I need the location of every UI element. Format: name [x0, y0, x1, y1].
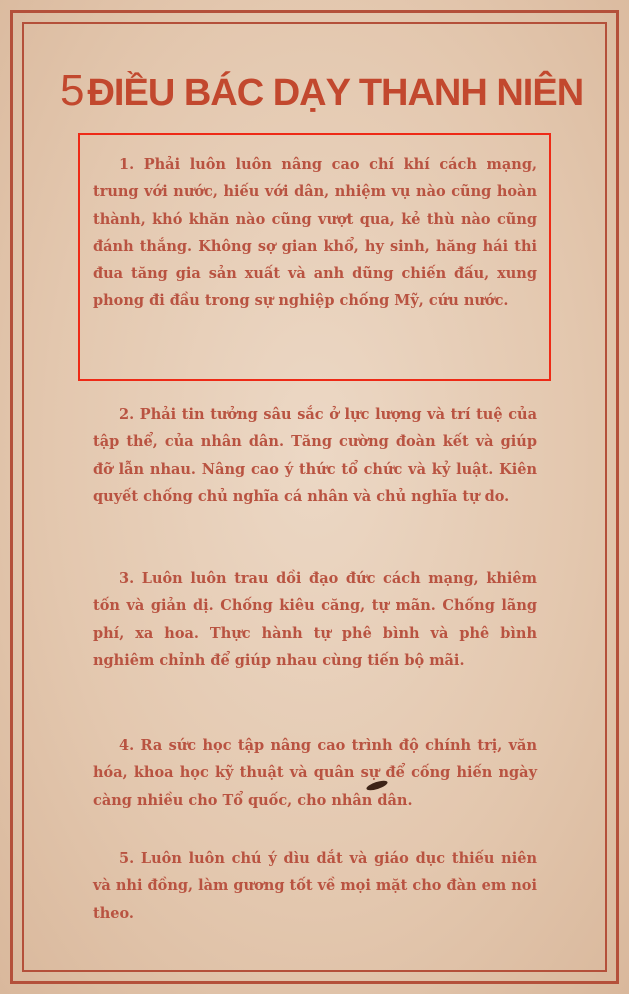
- item-2-paragraph: 2. Phải tin tưởng sâu sắc ở lực lượng và trí tuệ của tập thể, của nhân dân. Tăng cường đoàn kết và giúp đỡ lẫn nhau. Nâng cao ý thức tổ chức và kỷ luật. Kiên quyết chống chủ nghĩa cá nhân và chủ nghĩa tự do.: [93, 406, 537, 505]
- item-1-paragraph: 1. Phải luôn luôn nâng cao chí khí cách mạng, trung với nước, hiếu với dân, nhiệm vụ nào cũng hoàn thành, khó khăn nào cũng vượt qua, kẻ thù nào cũng đánh thắng. Không sợ gian khổ, hy sinh, hăng hái thi đua tăng gia sản xuất và anh dũng chiến đấu, xung phong đi đầu trong sự nghiệp chống Mỹ, cứu nước.: [93, 156, 537, 310]
- item-4-paragraph: 4. Ra sức học tập nâng cao trình độ chính trị, văn hóa, khoa học kỹ thuật và quân sự để cống hiến ngày càng nhiều cho Tổ quốc, cho nhân dân.: [93, 737, 537, 809]
- item-3-paragraph: 3. Luôn luôn trau dồi đạo đức cách mạng, khiêm tốn và giản dị. Chống kiêu căng, tự mãn. Chống lãng phí, xa hoa. Thực hành tự phê bình và phê bình nghiêm chỉnh để giúp nhau cùng tiến bộ mãi.: [93, 570, 537, 669]
- title-number: 5: [60, 66, 84, 115]
- title-text: ĐIỀU BÁC DẠY THANH NIÊN: [87, 72, 584, 114]
- poster-title: [60, 66, 584, 116]
- highlight-box: [78, 133, 551, 381]
- item-5-paragraph: 5. Luôn luôn chú ý dìu dắt và giáo dục thiếu niên và nhi đồng, làm gương tốt về mọi mặt cho đàn em noi theo.: [93, 850, 537, 922]
